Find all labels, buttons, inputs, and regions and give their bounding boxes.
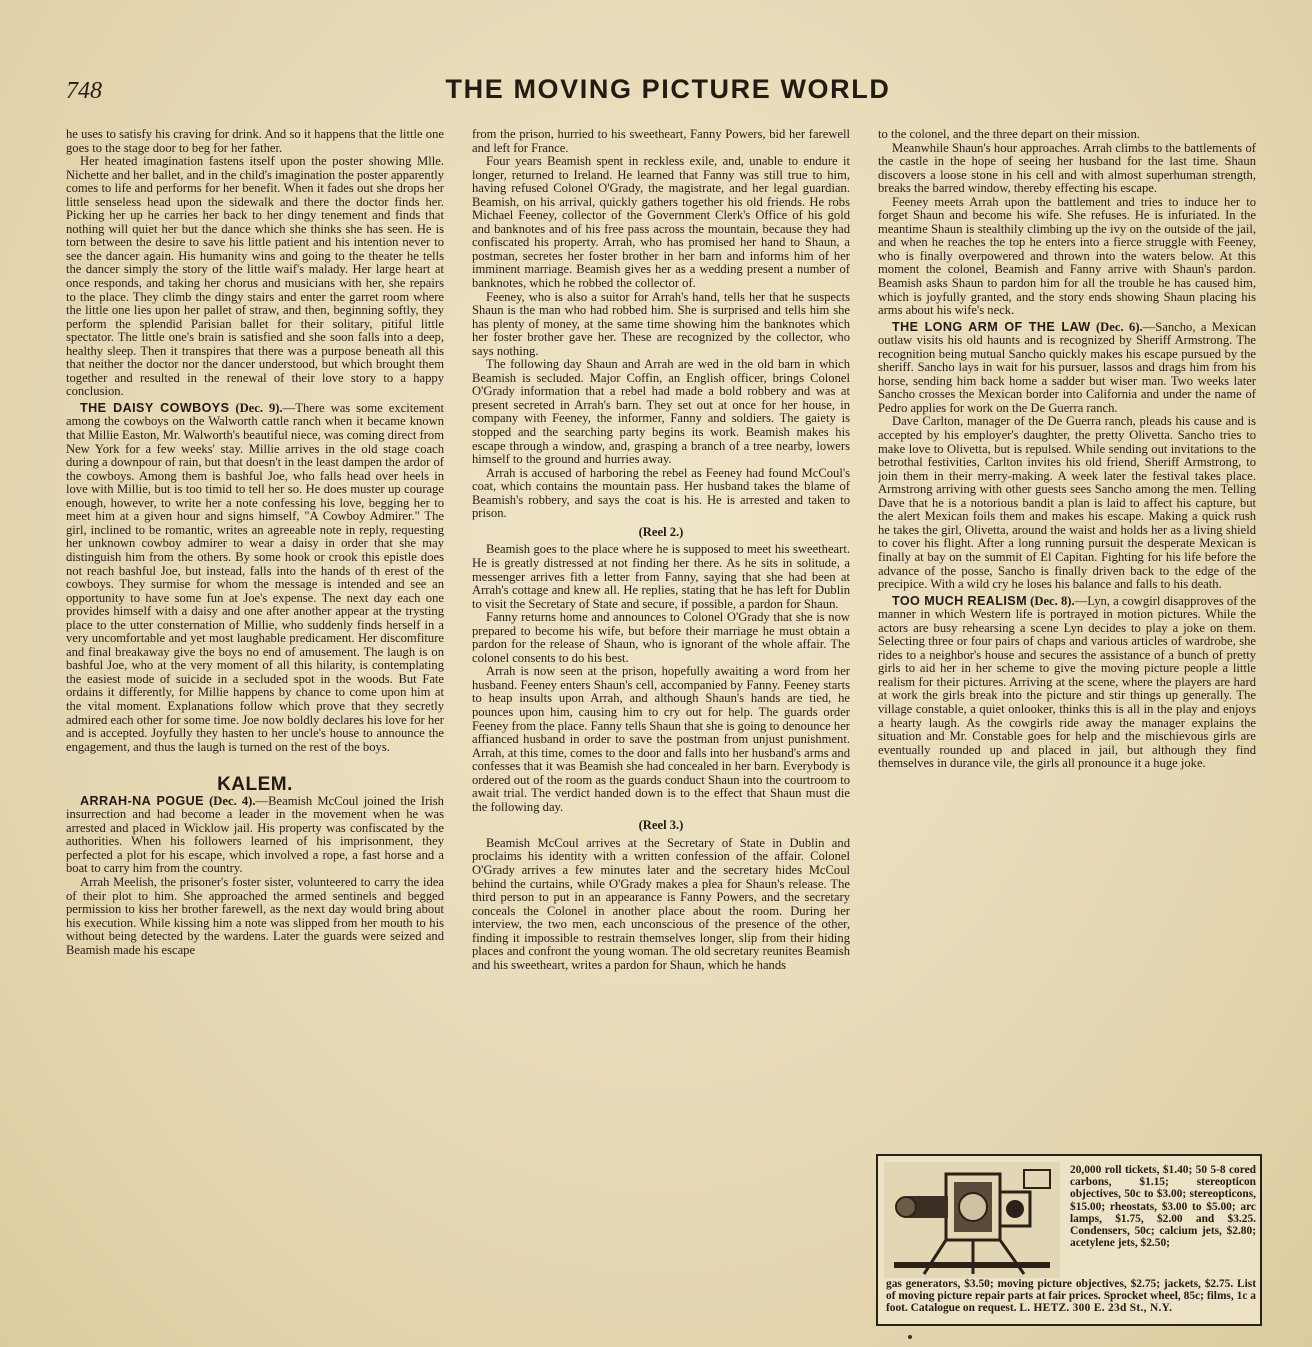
column-3 — [878, 128, 1256, 1148]
paragraph: Feeney, who is also a suitor for Arrah's hand, tells her that he suspects Shaun is the man who had robbed him. She is surprised and tells him she has plenty of money, at the same time showing him the banknotes which her foster brother gave her. These are recognized by the collector, who says nothing. — [472, 289, 850, 358]
projector-illustration — [884, 1162, 1060, 1278]
ad-text: 20,000 roll tickets, $1.40; 50 5-8 cored carbons, $1.15; stereopticon objectives, 50c to $3.00; stereopticons, $15.00; rheostats, $3.00 to $5.00; arc lamps, $1.75, $2.00 and $3.25. Condensers, 50c; calcium jets, $2.80; acetylene jets, $2.50; — [1070, 1164, 1256, 1250]
film-date: (Dec. 9). — [229, 400, 283, 415]
synopsis-text: —Lyn, a cowgirl disapproves of the manner in which Western life is portrayed in motion pictures. While the actors are busy rehearsing a scene Lyn decides to play a joke on them. Selecting three or four pairs of chaps and various articles of wardrobe, she rides to a neighbor's house and secures the assistance of a bunch of pretty girls to aid her in her scheme to give the moving picture people a little realism for their pictures. Arriving at the scene, where the players are hard at work the girls break into the picture and stir things up generally. The village constable, a quiet onlooker, thinks this is all in the play and enjoys a hearty laugh. As the cowgirls ride away the manager explains the situation and Mr. Constable goes for help and the mischievous girls are eventually rounded up and placed in jail, but although they find themselves in durance vile, the girls all pronounce it a huge joke. — [878, 593, 1256, 771]
ad-text: gas generators, $3.50; moving picture objectives, $2.75; jackets, $2.75. List of moving picture repair parts at fair prices. Sprocket wheel, 85c; films, 1c a foot. Catalogue on request. — [886, 1278, 1256, 1315]
paragraph: Arrah is now seen at the prison, hopefully awaiting a word from her husband. Feeney enters Shaun's cell, accompanied by Fanny. Feeney starts to heap insults upon Arrah, and although Shaun's hands are tied, he pounces upon him, causing him to cry out for help. The guards order Feeney from the place. Fanny tells Shaun that she is going to denounce her affianced husband in order to save the postman from unjust punishment. Arrah, at this time, comes to the door and falls into her husband's arms and confesses that it was Beamish she had concealed in her barn. Everybody is ordered out of the room as the guards conduct Shaun into the courtroom to await trial. The verdict handed down is to the effect that Shaun must die the following day. — [472, 664, 850, 814]
ad-text-continued — [886, 1278, 1256, 1315]
paragraph: Feeney meets Arrah upon the battlement and tries to induce her to forget Shaun and become his wife. She refuses. He is infuriated. In the meantime Shaun is stealthily climbing up the ivy on the outside of the jail, and when he reaches the top he enters into a fierce struggle with Feeney, who is finally overpowered and thrown into the waters below. At this moment the colonel, Beamish and Fanny arrive with Shaun's pardon. Beamish asks Shaun to pardon him for all the trouble he has caused him, which is joyfully granted, and the story ends showing Shaun placing his arms about his wife's neck. — [878, 194, 1256, 318]
paragraph: he uses to satisfy his craving for drink. And so it happens that the little one goes to the stage door to beg for her father. — [66, 128, 444, 155]
film-title: THE LONG ARM OF THE LAW — [892, 319, 1091, 334]
page-number: 748 — [66, 78, 102, 104]
film-date: (Dec. 8). — [1026, 593, 1075, 608]
paragraph: from the prison, hurried to his sweetheart, Fanny Powers, bid her farewell and left for France. — [472, 128, 850, 155]
page-header — [0, 74, 1312, 114]
paragraph: Four years Beamish spent in reckless exile, and, unable to endure it longer, returned to Ireland. He learned that Fanny was still true to him, having refused Colonel O'Grady, the magistrate, and her legal guardian. Beamish, on his arrival, quickly gathers together his old friends. He robs Michael Feeney, collector of the Government Clerk's Office of his gold and banknotes and of his free pass across the mountain, because they had confiscated his property. Arrah, who has promised her hand to Shaun, a postman, secretes her foster brother in her barn and informs him of her imminent marriage. Beamish gives her as a wedding present a number of banknotes, which he robbed the collector of. — [472, 154, 850, 291]
film-synopsis — [878, 595, 1256, 771]
reel-heading: (Reel 3.) — [638, 818, 684, 833]
advertisement-box — [876, 1154, 1262, 1326]
film-synopsis — [66, 402, 444, 754]
film-date: (Dec. 6). — [1090, 319, 1143, 334]
paragraph: Beamish goes to the place where he is supposed to meet his sweetheart. He is greatly distressed at not finding her there. As he sits in solitude, a messenger arrives fith a letter from Fanny, saying that she had been at Arrah's cottage and knew all. He replies, stating that he has left for Dublin to visit the Secretary of State and secure, if possible, a pardon for Shaun. — [472, 542, 850, 611]
masthead-title: THE MOVING PICTURE WORLD — [445, 74, 891, 104]
paragraph: Fanny returns home and announces to Colonel O'Grady that she is now prepared to become his wife, but before their marriage he must obtain a pardon for the release of Shaun, who is ignorant of the whole affair. The colonel consents to do his best. — [472, 610, 850, 665]
paragraph: The following day Shaun and Arrah are wed in the old barn in which Beamish is secluded. Major Coffin, an English officer, brings Colonel O'Grady information that a rebel had made a bold robbery and was at present secreted in Arrah's barn. They set out at once for her house, in company with Feeney, the informer, Fanny and soldiers. The gaiety is stopped and the searching party begins its work. Beamish makes his escape through a window, and, grasping a branch of a tree nearby, lowers himself to the ground and hurries away. — [472, 357, 850, 467]
film-title: TOO MUCH REALISM — [892, 593, 1027, 608]
section-heading: KALEM. — [217, 774, 293, 796]
reel-heading: (Reel 2.) — [638, 524, 684, 539]
film-title: THE DAISY COWBOYS — [80, 400, 230, 415]
paragraph: Dave Carlton, manager of the De Guerra ranch, pleads his cause and is accepted by his employer's daughter, the pretty Olivetta. Sancho tries to make love to Olivetta, but is repulsed. While sending out invitations to the betrothal festivities, Carlton invites his old friend, Sheriff Armstrong, to join them in their merry-making. A week later the festival takes place. Armstrong arriving with other guests sees Sancho among the men. Telling Dave that he is a notorious bandit a plan is laid to affect his capture, but the alert Mexican foils them and makes his escape. Making a quick rush he takes the girl, Olivetta, around the waist and holds her as a living shield to cover his flight. After a long running pursuit the desperate Mexican is finally at bay on the summit of El Capitan. Fighting for his life before the advance of the posse, Sancho is finally driven back to the edge of the precipice. With a wild cry he loses his balance and falls to his death. — [878, 414, 1256, 592]
paragraph: Arrah Meelish, the prisoner's foster sister, volunteered to carry the idea of their plot to him. She approached the armed sentinels and begged permission to kiss her brother farewell, as the next day would bring about his execution. While kissing him a note was slipped from her mouth to his without being detected by the wardens. Later the guards were seized and Beamish made his escape — [66, 874, 444, 957]
film-title: ARRAH-NA POGUE — [80, 793, 204, 808]
ink-dot — [908, 1335, 912, 1339]
paragraph: to the colonel, and the three depart on their mission. — [878, 128, 1140, 141]
paragraph: Beamish McCoul arrives at the Secretary of State in Dublin and proclaims his identity with a written confession of the affair. Colonel O'Grady arrives a few minutes later and the secretary hides McCoul behind the curtains, while O'Grady makes a plea for Shaun's release. The third person to put in an appearance is Fanny Powers, and the secretary conceals the Colonel in another place about the room. During her interview, the two men, each unconscious of the presence of the other, finding it impossible to restrain themselves longer, slip from their hiding places and confront the young woman. The old secretary reunites Beamish and his sweetheart, writes a pardon for Shaun, which he hands — [472, 835, 850, 972]
column-2 — [472, 128, 850, 1340]
film-date: (Dec. 4). — [203, 793, 256, 808]
column-1 — [66, 128, 444, 1340]
film-synopsis — [878, 321, 1256, 416]
paragraph: Meanwhile Shaun's hour approaches. Arrah climbs to the battlements of the castle in the hope of seeing her husband for the last time. Shaun discovers a loose stone in his cell and with almost superhuman strength, breaks the barred window, thereby effecting his escape. — [878, 140, 1256, 196]
synopsis-text: —Sancho, a Mexican outlaw visits his old haunts and is recognized by Sheriff Armstrong. The recognition being mutual Sancho quickly makes his escape pursued by the sheriff. Sancho lays in wait for his pursuer, lassos and drags him from his horse, sending him back home a sadder but wiser man. Two weeks later Sancho crosses the Mexican border into California and under the name of Pedro applies for work on the De Guerra ranch. — [878, 319, 1256, 415]
advertiser-name: L. HETZ. 300 E. 23d St., N.Y. — [1019, 1302, 1173, 1315]
synopsis-text: —There was some excitement among the cowboys on the Walworth cattle ranch when it became known that Millie Easton, Mr. Walworth's beautiful niece, was coming direct from New York for a few weeks' stay. Millie arrives in the old stage coach during a downpour of rain, but that doesn't in the least dampen the ardor of the cowboys. Among them is bashful Joe, who falls head over heels in love with Millie, but is too timid to tell her so. He does muster up courage enough, however, to write her a note confessing his love, begging her to meet him at a given hour and signs himself, "A Cowboy Admirer." The girl, inclined to be romantic, writes an agreeable note in reply, requesting her unknown cowboy admirer to wear a daisy in order that she may distinguish him from the others. By some hook or crook this epistle does not reach bashful Joe, but instead, falls into the hands of th erest of the cowboys. They surmise for whom the message is intended and see an opportunity to have some fun at Joe's expense. The next day each one provides himself with a daisy and one after another appear at the trysting place to the utter consternation of Millie, who suddenly finds herself in a very uncomfortable and yet most laughable predicament. Her discomfiture and final breakaway give the boys no end of amusement. The laugh is on bashful Joe, who at the very moment of all this hilarity, is contemplating the easiest mode of suicide in a secluded spot in the woods. But Fate ordains it differently, for Millie happens by chance to come upon him at the vital moment. Explanations follow which prove that they secretly admired each other for some time. Joe now boldly declares his love for her and is accepted. Joyfully they hasten to her uncle's house to announce the engagement, and thus the laugh is turned on the rest of the boys. — [66, 400, 444, 754]
film-synopsis — [66, 795, 444, 876]
synopsis-text: —Beamish McCoul joined the Irish insurrection and had become a leader in the movement when he was arrested and placed in Wicklow jail. His property was confiscated by the authorities. When his followers learned of his imprisonment, they perfected a plot for his escape, which involved a rope, a fast horse and a boat to carry him from the country. — [66, 793, 444, 876]
paragraph: Her heated imagination fastens itself upon the poster showing Mlle. Nichette and her ballet, and in the child's imagination the poster apparently comes to life and performs for her benefit. When it fades out she drops her little senseless head upon the sidewalk and there the doctor finds her. Picking her up he carries her back to her dingy tenement and finds that nothing will quiet her but the dance which she thinks she has seen. He is torn between the desire to save his little patient and his intention never to see the dancer again. His humanity wins and going to the theater he tells the dancer simply the story of the little waif's malady. Her large heart at once responds, and taking her chorus and musicians with her, she repairs to the place. They climb the dingy stairs and enter the garret room where the little one lies upon her pallet of straw, and then, beginning softly, they perform the splendid Parisian ballet for their solitary, pitiful little spectator. The little one's brain is satisfied and she soon falls into a deep, healthy sleep. Then it transpires that there was a purpose beneath all this that neither the doctor nor the dancer understood, but which brought them together and resulted in the renewal of their love story to a happy conclusion. — [66, 154, 444, 399]
paragraph: Arrah is accused of harboring the rebel as Feeney had found McCoul's coat, which contains the mountain pass. Her husband takes the blame of Beamish's robbery, and says the coat is his. He is arrested and taken to prison. — [472, 465, 850, 521]
